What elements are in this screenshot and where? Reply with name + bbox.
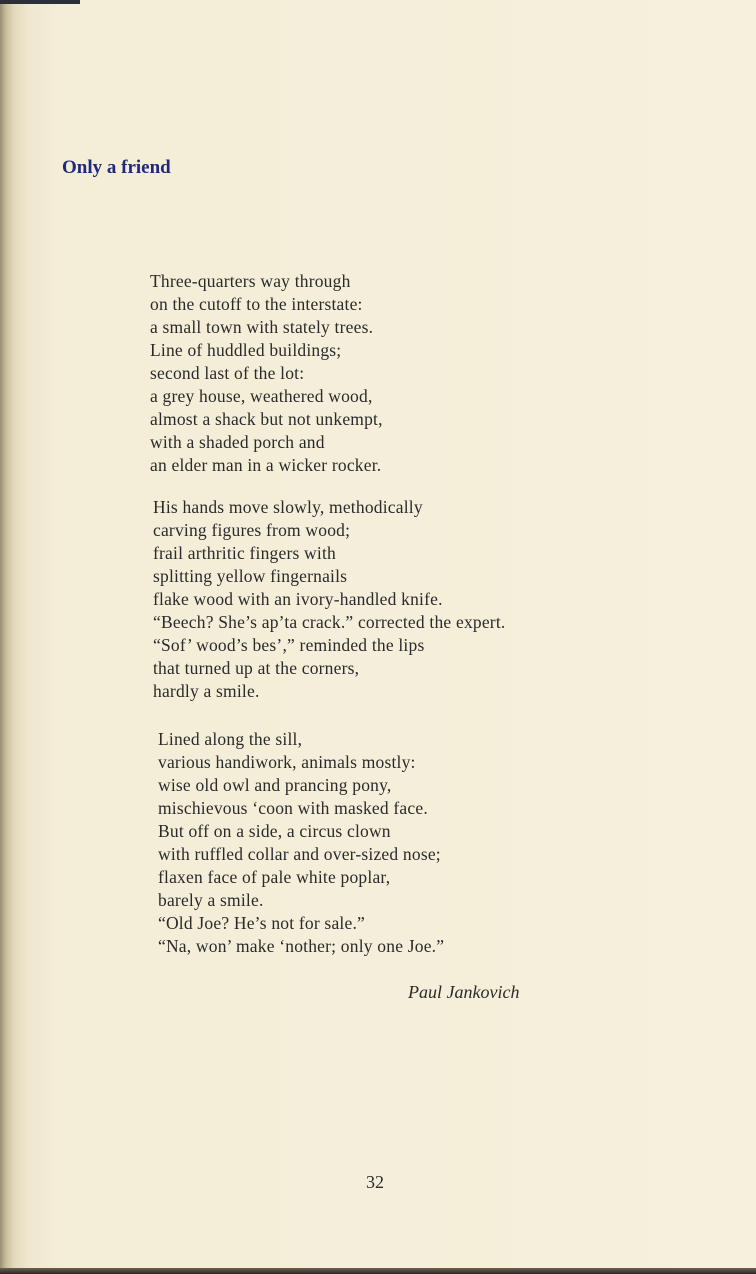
poem-line: flake wood with an ivory-handled knife.: [153, 589, 443, 609]
poem-title: Only a friend: [62, 157, 171, 178]
poem-line: carving figures from wood;: [153, 520, 351, 540]
poem-line: But off on a side, a circus clown: [158, 821, 391, 841]
poem-line: on the cutoff to the interstate:: [150, 294, 363, 314]
poem-line: a grey house, weathered wood,: [150, 386, 373, 406]
poem-line: hardly a smile.: [153, 681, 260, 701]
poem-line: almost a shack but not unkempt,: [150, 409, 383, 429]
poem-line: barely a smile.: [158, 890, 264, 910]
poem-line: Three-quarters way through: [150, 271, 351, 291]
scan-edge-bottom: [0, 1268, 756, 1274]
stanza-3: [158, 728, 444, 958]
stanza-1: [150, 270, 383, 477]
poem-line: His hands move slowly, methodically: [153, 497, 423, 517]
poem-line: “Beech? She’s ap’ta crack.” corrected the expert.: [153, 612, 506, 632]
poem-line: “Sof’ wood’s bes’,” reminded the lips: [153, 635, 425, 655]
poem-line: splitting yellow fingernails: [153, 566, 348, 586]
poem-line: “Old Joe? He’s not for sale.”: [158, 913, 365, 933]
poem-line: frail arthritic fingers with: [153, 543, 336, 563]
poem-line: various handiwork, animals mostly:: [158, 752, 416, 772]
poem-line: an elder man in a wicker rocker.: [150, 455, 382, 475]
scan-edge-top: [0, 0, 80, 4]
poem-author: Paul Jankovich: [408, 982, 520, 1002]
poem-line: with ruffled collar and over-sized nose;: [158, 844, 441, 864]
poem-line: second last of the lot:: [150, 363, 305, 383]
page-number: 32: [366, 1172, 384, 1192]
poem-line: a small town with stately trees.: [150, 317, 374, 337]
poem-line: that turned up at the corners,: [153, 658, 360, 678]
poem-line: flaxen face of pale white poplar,: [158, 867, 391, 887]
poem-line: with a shaded porch and: [150, 432, 325, 452]
stanza-2: [153, 496, 505, 703]
poem-line: mischievous ‘coon with masked face.: [158, 798, 428, 818]
poem-line: Line of huddled buildings;: [150, 340, 342, 360]
poem-line: “Na, won’ make ‘nother; only one Joe.”: [158, 936, 445, 956]
poem-line: Lined along the sill,: [158, 729, 303, 749]
poem-line: wise old owl and prancing pony,: [158, 775, 392, 795]
